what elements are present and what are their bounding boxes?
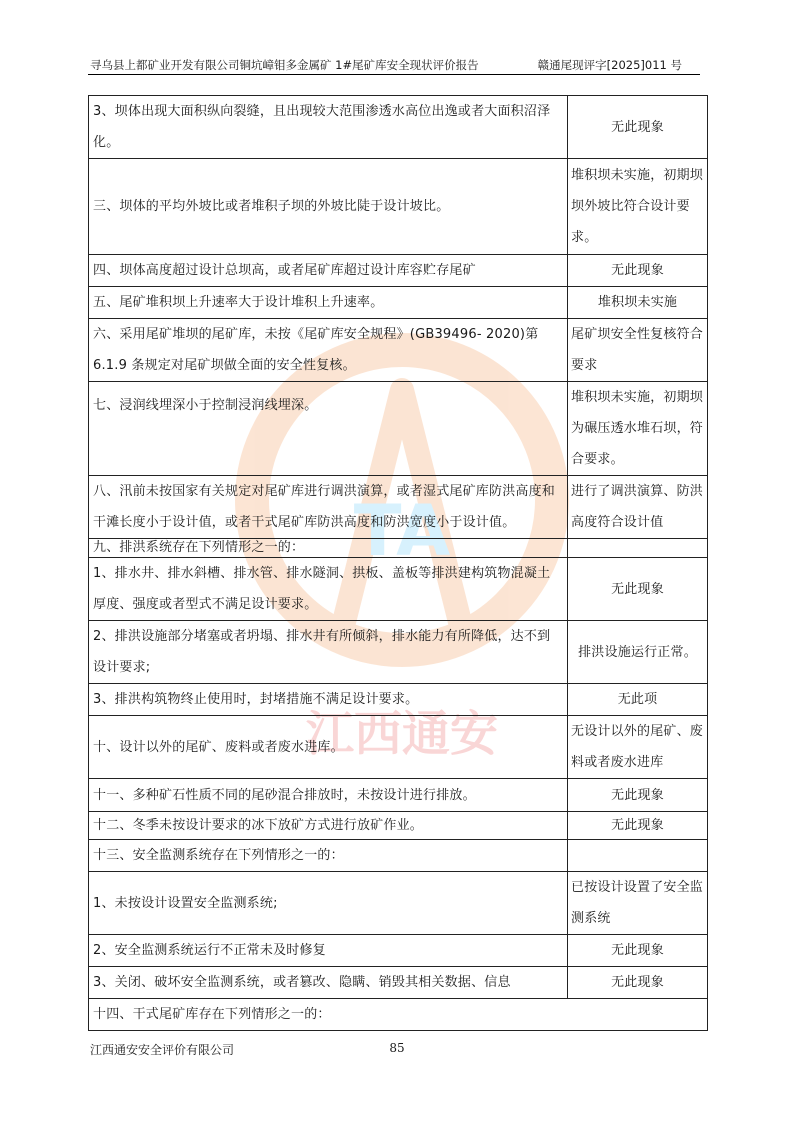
table-row (89, 319, 708, 382)
check-item: 三、坝体的平均外坡比或者堆积子坝的外坡比陡于设计坡比。 (89, 159, 568, 255)
check-result (568, 840, 708, 872)
check-result: 进行了调洪演算、防洪高度符合设计值 (568, 476, 708, 539)
watermark-text: 江西通安 (305, 706, 499, 762)
table-row (89, 539, 708, 558)
check-item: 3、坝体出现大面积纵向裂缝，且出现较大范围渗透水高位出逸或者大面积沼泽化。 (89, 96, 568, 159)
check-item: 八、汛前未按国家有关规定对尾矿库进行调洪演算，或者湿式尾矿库防洪高度和干滩长度小于设计值，或者干式尾矿库防洪高度和防洪宽度小于设计值。 (89, 476, 568, 539)
check-item: 1、排水井、排水斜槽、排水管、排水隧洞、拱板、盖板等排洪建构筑物混凝土厚度、强度或者型式不满足设计要求。 (89, 558, 568, 621)
table-row (89, 476, 708, 539)
table-row (89, 779, 708, 812)
check-result: 无此现象 (568, 812, 708, 840)
table-row (89, 935, 708, 967)
check-result (568, 539, 708, 558)
check-item: 3、关闭、破坏安全监测系统，或者篡改、隐瞒、销毁其相关数据、信息 (89, 967, 568, 999)
check-result: 堆积坝未实施，初期坝坝外坡比符合设计要求。 (568, 159, 708, 255)
table-row (89, 621, 708, 684)
check-result: 无此现象 (568, 96, 708, 159)
safety-assessment-table (88, 95, 708, 1031)
check-result: 无此现象 (568, 967, 708, 999)
check-result: 尾矿坝安全性复核符合要求 (568, 319, 708, 382)
page-number: 85 (389, 1041, 405, 1055)
check-item: 2、排洪设施部分堵塞或者坍塌、排水井有所倾斜，排水能力有所降低，达不到设计要求; (89, 621, 568, 684)
footer-company: 江西通安安全评价有限公司 (90, 1043, 235, 1057)
check-result: 无此项 (568, 684, 708, 716)
check-result: 堆积坝未实施，初期坝为碾压透水堆石坝，符合要求。 (568, 382, 708, 476)
check-item: 五、尾矿堆积坝上升速率大于设计堆积上升速率。 (89, 287, 568, 319)
table-row (89, 287, 708, 319)
check-item: 十一、多种矿石性质不同的尾砂混合排放时，未按设计进行排放。 (89, 779, 568, 812)
header-divider (88, 74, 700, 75)
check-result: 无此现象 (568, 255, 708, 287)
check-result: 无此现象 (568, 558, 708, 621)
table-row (89, 840, 708, 872)
check-item: 十四、干式尾矿库存在下列情形之一的： (89, 999, 708, 1031)
page-header (90, 57, 700, 73)
table-row (89, 96, 708, 159)
check-item: 七、浸润线埋深小于控制浸润线埋深。 (89, 382, 568, 476)
check-result: 无此现象 (568, 935, 708, 967)
watermark-letters: TA (353, 490, 451, 572)
check-item: 十、设计以外的尾矿、废料或者废水进库。 (89, 716, 568, 779)
check-result: 无设计以外的尾矿、废料或者废水进库 (568, 716, 708, 779)
table-row (89, 967, 708, 999)
document-number: 赣通尾现评字[2025]011 号 (537, 58, 682, 72)
report-title: 寻乌县上都矿业开发有限公司铜坑嶂钼多金属矿 1#尾矿库安全现状评价报告 (90, 58, 479, 72)
check-item: 3、排洪构筑物终止使用时，封堵措施不满足设计要求。 (89, 684, 568, 716)
check-item: 六、采用尾矿堆坝的尾矿库，未按《尾矿库安全规程》(GB39496- 2020)第 6.1.9 条规定对尾矿坝做全面的安全性复核。 (89, 319, 568, 382)
table-row (89, 558, 708, 621)
check-result: 无此现象 (568, 779, 708, 812)
table-row (89, 684, 708, 716)
check-item: 2、安全监测系统运行不正常未及时修复 (89, 935, 568, 967)
check-item: 九、排洪系统存在下列情形之一的： (89, 539, 568, 558)
check-item: 四、坝体高度超过设计总坝高，或者尾矿库超过设计库容贮存尾矿 (89, 255, 568, 287)
check-item: 十二、冬季未按设计要求的冰下放矿方式进行放矿作业。 (89, 812, 568, 840)
table-row (89, 872, 708, 935)
table-row (89, 255, 708, 287)
table-row (89, 999, 708, 1031)
check-item: 1、未按设计设置安全监测系统; (89, 872, 568, 935)
check-result: 已按设计设置了安全监测系统 (568, 872, 708, 935)
check-item: 十三、安全监测系统存在下列情形之一的： (89, 840, 568, 872)
table-row (89, 159, 708, 255)
check-result: 排洪设施运行正常。 (568, 621, 708, 684)
table-row (89, 382, 708, 476)
table-row (89, 716, 708, 779)
table-row (89, 812, 708, 840)
check-result: 堆积坝未实施 (568, 287, 708, 319)
